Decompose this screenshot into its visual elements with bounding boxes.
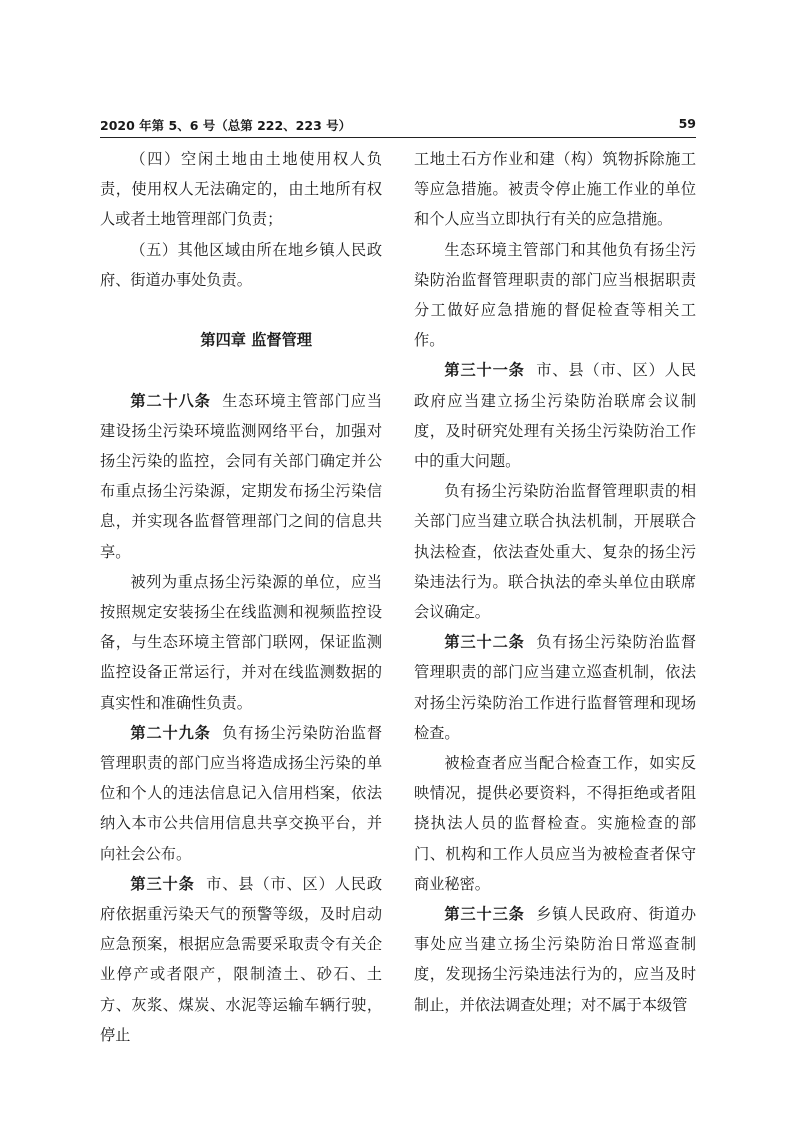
running-header xyxy=(100,112,696,134)
paragraph: 负有扬尘污染防治监督管理职责的相关部门应当建立联合执法机制，开展联合执法检查，依法查处重大、复杂的扬尘污染违法行为。联合执法的牵头单位由联席会议确定。 xyxy=(414,482,696,622)
article-title: 第二十八条 xyxy=(130,391,211,410)
article-text: 乡镇人民政府、街道办事处应当建立扬尘污染防治日常巡查制度，发现扬尘污染违法行为的，应当及时制止，并依法调查处理；对不属于本级管 xyxy=(414,905,697,1014)
article-30 xyxy=(100,869,382,1050)
paragraph-continued: 工地土石方作业和建（构）筑物拆除施工等应急措施。被责令停止施工作业的单位和个人应当立即执行有关的应急措施。 xyxy=(414,150,696,229)
article-text: 负有扬尘污染防治监督管理职责的部门应当建立巡查机制，依法对扬尘污染防治工作进行监督管理和现场检查。 xyxy=(414,633,697,742)
left-column xyxy=(100,144,382,1050)
article-title: 第三十一条 xyxy=(444,361,525,380)
chapter-heading: 第四章 监督管理 xyxy=(200,331,312,350)
issue-label: 2020 年第 5、6 号（总第 222、223 号） xyxy=(100,118,352,133)
article-title: 第三十条 xyxy=(130,874,195,893)
page-number: 59 xyxy=(678,116,696,131)
article-title: 第三十三条 xyxy=(444,905,525,924)
article-31 xyxy=(414,355,696,476)
article-title: 第二十九条 xyxy=(130,723,211,742)
paragraph: （五）其他区域由所在地乡镇人民政府、街道办事处负责。 xyxy=(100,240,382,289)
article-text: 市、县（市、区）人民政府依据重污染天气的预警等级，及时启动应急预案，根据应急需要采取责令有关企业停产或者限产，限制渣土、砂石、土方、灰浆、煤炭、水泥等运输车辆行驶，停止 xyxy=(100,874,383,1044)
article-text: 市、县（市、区）人民政府应当建立扬尘污染防治联席会议制度，及时研究处理有关扬尘污染防治工作中的重大问题。 xyxy=(414,361,697,471)
right-column xyxy=(414,144,696,1020)
article-29 xyxy=(100,718,382,869)
article-33 xyxy=(414,899,696,1020)
paragraph: （四）空闲土地由土地使用权人负责，使用权人无法确定的，由土地所有权人或者土地管理部门负责； xyxy=(100,150,382,229)
article-32 xyxy=(414,627,696,748)
article-28 xyxy=(100,386,382,567)
paragraph: 被列为重点扬尘污染源的单位，应当按照规定安装扬尘在线监测和视频监控设备，与生态环境主管部门联网，保证监测监控设备正常运行，并对在线监测数据的真实性和准确性负责。 xyxy=(100,572,382,712)
paragraph: 被检查者应当配合检查工作，如实反映情况，提供必要资料，不得拒绝或者阻挠执法人员的监督检查。实施检查的部门、机构和工作人员应当为被检查者保守商业秘密。 xyxy=(414,754,696,893)
article-text: 负有扬尘污染防治监督管理职责的部门应当将造成扬尘污染的单位和个人的违法信息记入信用档案，依法纳入本市公共信用信息共享交换平台，并向社会公布。 xyxy=(100,723,383,863)
article-title: 第三十二条 xyxy=(444,633,525,652)
paragraph: 生态环境主管部门和其他负有扬尘污染防治监督管理职责的部门应当根据职责分工做好应急措施的督促检查等相关工作。 xyxy=(414,240,696,350)
article-text: 生态环境主管部门应当建设扬尘污染环境监测网络平台，加强对扬尘污染的监控，会同有关部门确定并公布重点扬尘污染源，定期发布扬尘污染信息，并实现各监督管理部门之间的信息共享。 xyxy=(100,391,383,561)
header-rule xyxy=(100,137,696,138)
